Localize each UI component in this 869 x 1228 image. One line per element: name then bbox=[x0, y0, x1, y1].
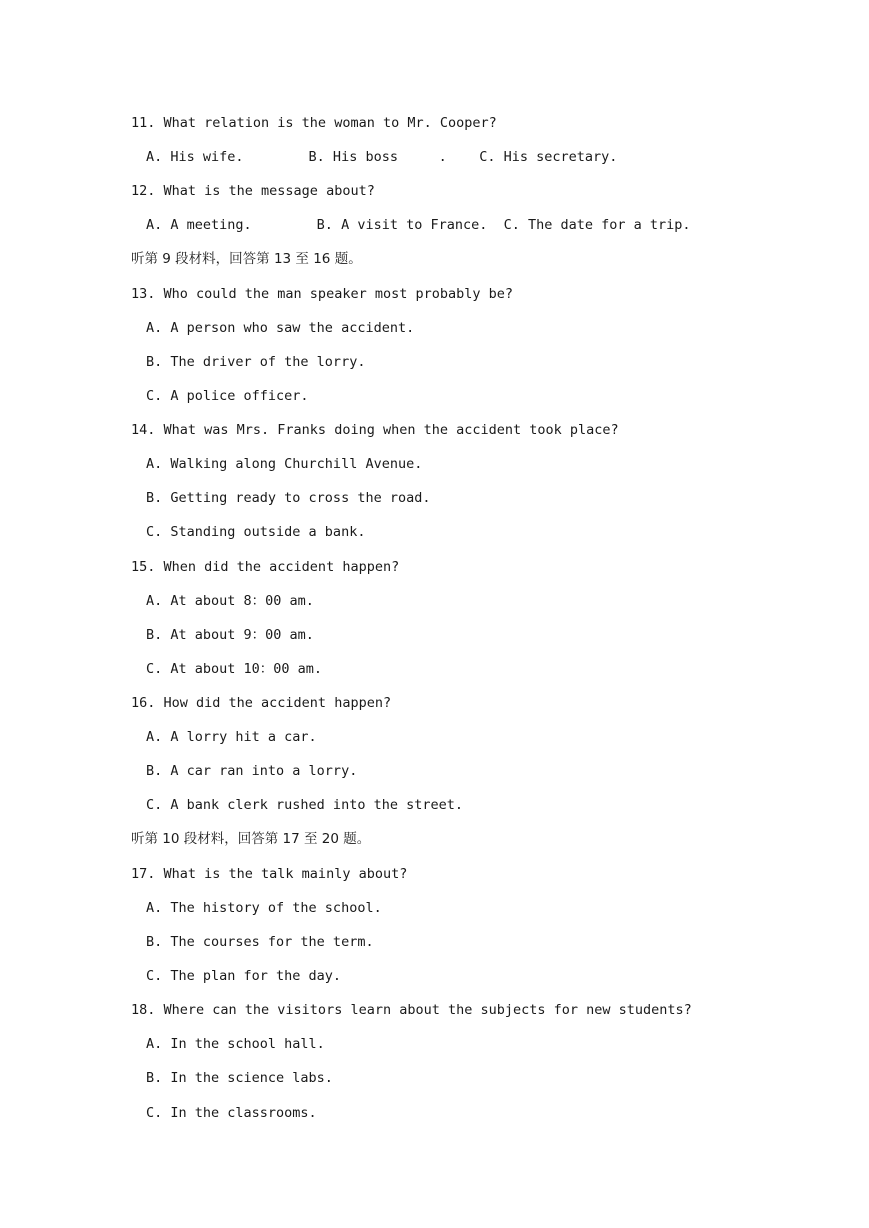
question-15-option-c: C. At about 10：00 am. bbox=[146, 661, 323, 677]
question-15-text: 15. When did the accident happen? bbox=[131, 559, 400, 575]
section-10-heading: 听第 10 段材料，回答第 17 至 20 题。 bbox=[131, 831, 371, 847]
question-14-option-c: C. Standing outside a bank. bbox=[146, 524, 366, 540]
question-18-option-c: C. In the classrooms. bbox=[146, 1105, 317, 1121]
question-18-option-a: A. In the school hall. bbox=[146, 1036, 325, 1052]
question-11-options: A. His wife. B. His boss . C. His secretary. bbox=[146, 149, 618, 165]
question-12-text: 12. What is the message about? bbox=[131, 183, 375, 199]
question-16-text: 16. How did the accident happen? bbox=[131, 695, 392, 711]
question-15-option-a: A. At about 8：00 am. bbox=[146, 593, 314, 609]
question-12-options: A. A meeting. B. A visit to France. C. The date for a trip. bbox=[146, 217, 691, 233]
question-17-option-c: C. The plan for the day. bbox=[146, 968, 342, 984]
question-17-text: 17. What is the talk mainly about? bbox=[131, 866, 408, 882]
section-9-heading: 听第 9 段材料，回答第 13 至 16 题。 bbox=[131, 251, 362, 267]
question-13-option-b: B. The driver of the lorry. bbox=[146, 354, 366, 370]
question-17-option-a: A. The history of the school. bbox=[146, 900, 382, 916]
question-18-option-b: B. In the science labs. bbox=[146, 1070, 333, 1086]
question-16-option-c: C. A bank clerk rushed into the street. bbox=[146, 797, 463, 813]
question-14-option-a: A. Walking along Churchill Avenue. bbox=[146, 456, 423, 472]
question-16-option-a: A. A lorry hit a car. bbox=[146, 729, 317, 745]
question-18-text: 18. Where can the visitors learn about the subjects for new students? bbox=[131, 1002, 692, 1018]
question-15-option-b: B. At about 9：00 am. bbox=[146, 627, 314, 643]
question-11-text: 11. What relation is the woman to Mr. Cooper? bbox=[131, 115, 497, 131]
question-16-option-b: B. A car ran into a lorry. bbox=[146, 763, 358, 779]
question-13-option-a: A. A person who saw the accident. bbox=[146, 320, 415, 336]
question-14-text: 14. What was Mrs. Franks doing when the accident took place? bbox=[131, 422, 619, 438]
question-14-option-b: B. Getting ready to cross the road. bbox=[146, 490, 431, 506]
question-17-option-b: B. The courses for the term. bbox=[146, 934, 374, 950]
question-13-text: 13. Who could the man speaker most probably be? bbox=[131, 286, 514, 302]
question-13-option-c: C. A police officer. bbox=[146, 388, 309, 404]
